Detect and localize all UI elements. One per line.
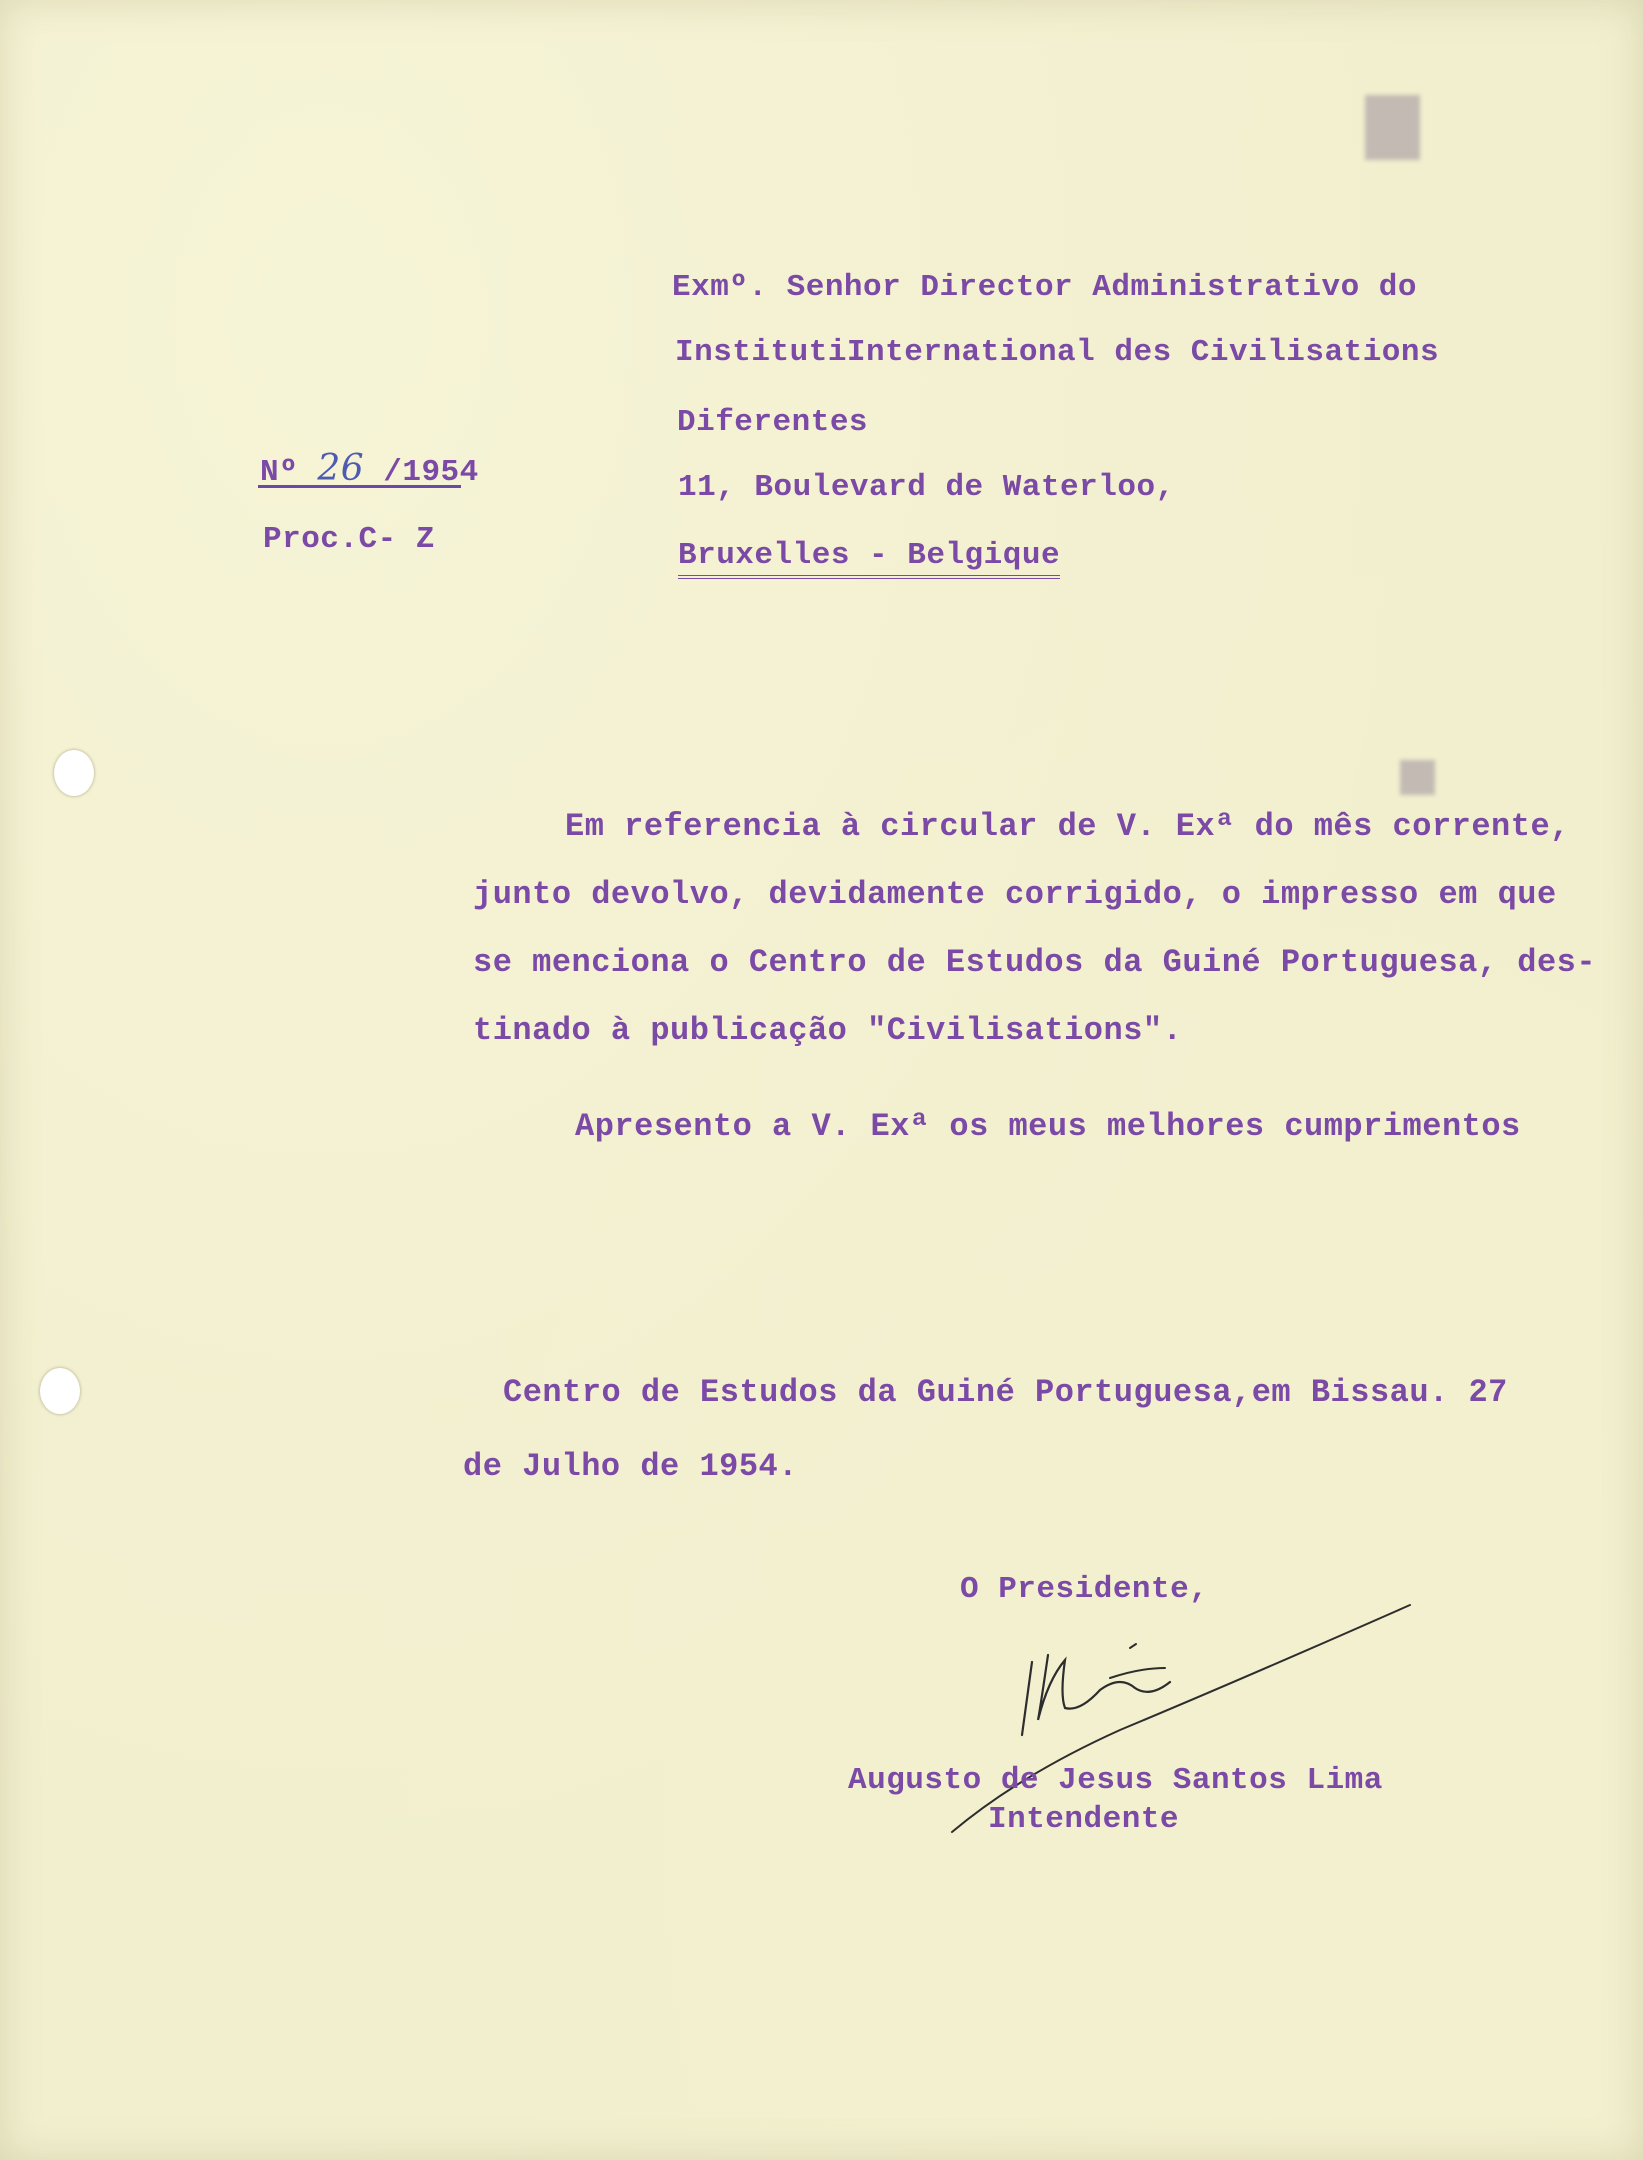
- signature-stroke-flourish: [1110, 1644, 1165, 1678]
- addressee-line-3: Diferentes: [677, 405, 869, 440]
- signatory-name: Augusto de Jesus Santos Lima: [848, 1763, 1383, 1798]
- signatory-role: Intendente: [988, 1802, 1180, 1837]
- place-date-line-2: de Julho de 1954.: [463, 1448, 798, 1485]
- body-paragraph-2: Apresento a V. Exª os meus melhores cumprimentos: [575, 1108, 1521, 1145]
- ink-smudge-top: [1365, 95, 1420, 160]
- body-paragraph-1-line-2: junto devolvo, devidamente corrigido, o impresso em que: [473, 876, 1557, 913]
- body-paragraph-1-line-4: tinado à publicação "Civilisations".: [473, 1012, 1183, 1049]
- process-reference: Proc.C- Z: [263, 522, 435, 557]
- reference-underline: [258, 485, 461, 488]
- addressee-line-1: Exmº. Senhor Director Administrativo do: [672, 270, 1418, 305]
- signature-stroke-initials: [1022, 1655, 1170, 1735]
- place-date-line-1: Centro de Estudos da Guiné Portuguesa,em Bissau. 27: [503, 1374, 1508, 1411]
- reference-number-year: /1954: [383, 455, 479, 490]
- signatory-title: O Presidente,: [960, 1572, 1209, 1607]
- punch-hole-bottom: [40, 1368, 80, 1414]
- body-paragraph-1-line-1: Em referencia à circular de V. Exª do mês corrente,: [565, 808, 1570, 845]
- ink-smudge-middle: [1400, 760, 1435, 795]
- reference-number-handwritten: 26: [317, 448, 365, 489]
- addressee-line-4: 11, Boulevard de Waterloo,: [678, 470, 1175, 505]
- addressee-line-5: Bruxelles - Belgique: [678, 538, 1060, 579]
- punch-hole-top: [54, 750, 94, 796]
- reference-number-prefix: Nº: [260, 455, 299, 490]
- addressee-line-2: InstitutiInternational des Civilisations: [675, 335, 1440, 370]
- reference-number: [260, 448, 479, 490]
- body-paragraph-1-line-3: se menciona o Centro de Estudos da Guiné Portuguesa, des-: [473, 944, 1597, 981]
